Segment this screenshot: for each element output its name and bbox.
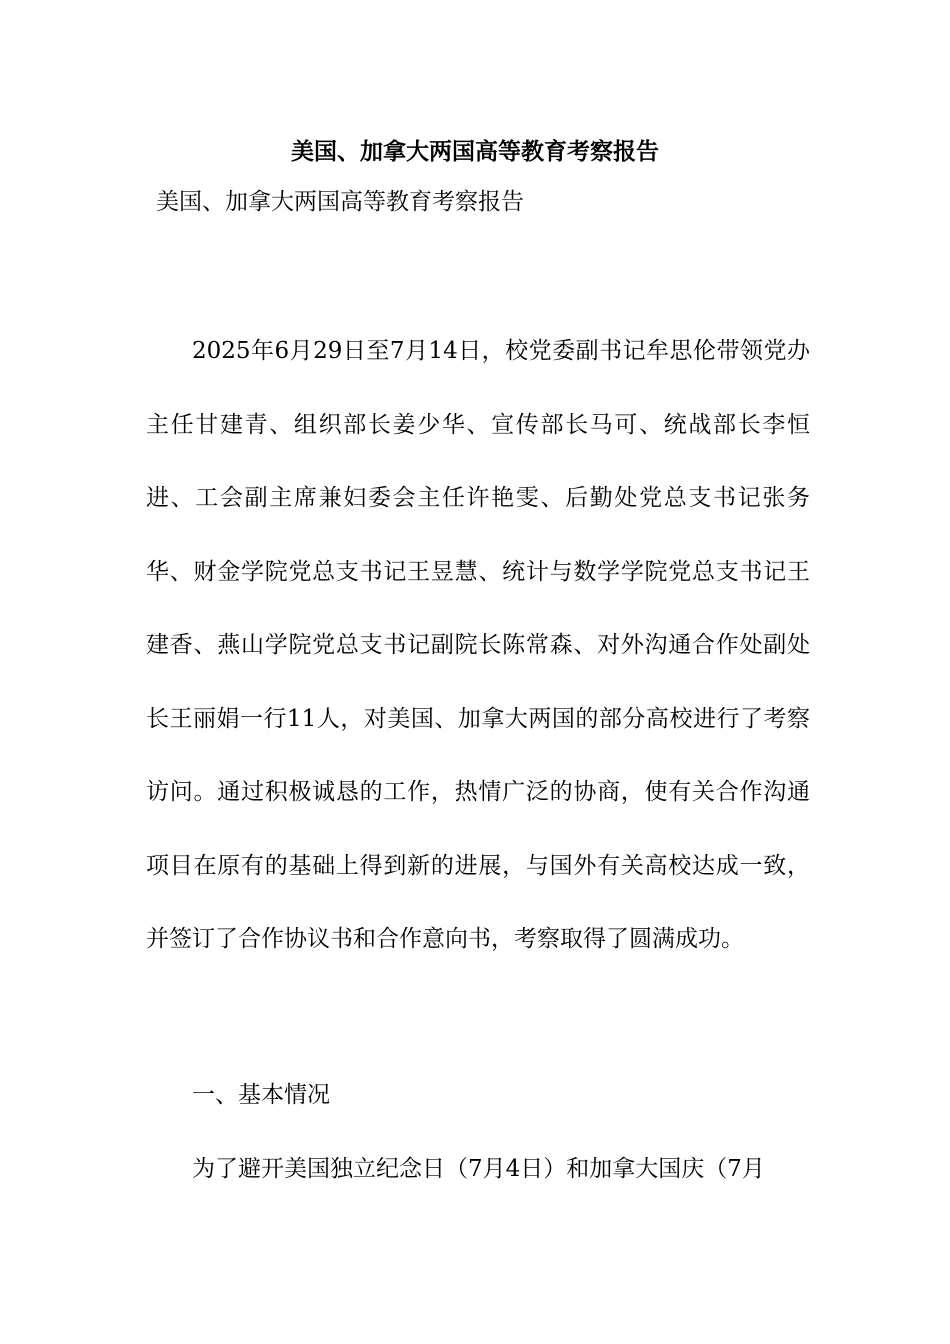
intro-paragraph: 2025年6月29日至7月14日，校党委副书记牟思伦带领党办主任甘建青、组织部长姜少华、宣传部长马可、统战部长李恒进、工会副主席兼妇委会主任许艳雯、后勤处党总支书记张务华、财金学院党总支书记王昱慧、统计与数学学院党总支书记王建香、燕山学院党总支书记副院长陈常森、对外沟通合作处副处长王丽娟一行11人，对美国、加拿大两国的部分高校进行了考察访问。通过积极诚恳的工作，热情广泛的协商，使有关合作沟通项目在原有的基础上得到新的进展，与国外有关高校达成一致，并签订了合作协议书和合作意向书，考察取得了圆满成功。 bbox=[146, 338, 810, 952]
section-paragraph: 为了避开美国独立纪念日（7月4日）和加拿大国庆（7月 bbox=[192, 1156, 765, 1182]
document-subtitle: 美国、加拿大两国高等教育考察报告 bbox=[156, 189, 524, 215]
document-title: 美国、加拿大两国高等教育考察报告 bbox=[291, 138, 659, 165]
section-heading: 一、基本情况 bbox=[192, 1082, 330, 1108]
